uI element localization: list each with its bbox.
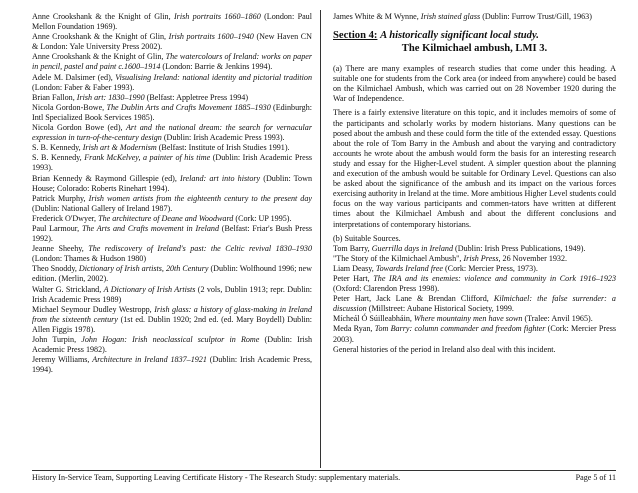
entry-post: (London: Thames & Hudson 1980) xyxy=(32,254,147,264)
entry-pre: Walter G. Strickland, xyxy=(32,284,104,294)
entry-post: (Belfast: Institute of Irish Studies 1991). xyxy=(156,143,290,153)
entry-pre: Jeremy Williams, xyxy=(32,355,93,365)
bibliography-entry xyxy=(333,244,616,254)
entry-pre: Patrick Murphy, xyxy=(32,193,89,203)
right-first-entry: James White & M Wynne, Irish stained glass (Dublin: Furrow Trust/Gill, 1963) xyxy=(333,12,592,21)
paragraph-main: There is a fairly extensive literature on this topic, and it includes memoirs of some of the participants and scholarly works by modern historians. Many questions can be posed about the ambush and these could form the title of the extended essay. Questions about the role of Tom Barry in the Ambush and about the varying and contradictory accounts he wrote about the ambush would form the basis for an interesting research study and essay for the Higher-Level student. A simpler question about the planning and execution of the ambush would be suitable for Ordinary Level. Questions can also be asked about the significance of the ambush and its impact on the various forces exercising authority in Ireland at the time. More ambitious Higher Level students could focus on the way various participants and commen-tators have written at different times about the Kilmichael Ambush and about the different conclusions and interpretations of contemporary historians. xyxy=(333,108,616,229)
bibliography-entry xyxy=(32,194,312,214)
entry-title: John Hogan: Irish neoclassical sculptor in Rome xyxy=(81,335,260,344)
entry-title: Guerrilla days in Ireland xyxy=(371,243,454,253)
entry-title: Irish art: 1830–1990 xyxy=(76,92,145,102)
entry-title: Towards Ireland free xyxy=(375,263,444,273)
entry-post: (Tralee: Anvil 1965). xyxy=(522,314,593,324)
entry-title: The Dublin Arts and Crafts Movement 1885–1930 xyxy=(106,102,271,112)
paragraph-a: (a) There are many examples of research studies that come under this heading. A suitable one for students from the Cork area (or indeed from anywhere) could be based on the Kilmichael Ambush, which was carried out on 28 November 1920 during the War of Independence. xyxy=(333,64,616,104)
entry-post: (Cork: Mercier Press, 1973). xyxy=(443,263,538,273)
entry-post: (Cork: Mercier Press 2003). xyxy=(333,324,616,344)
entry-pre: John Turpin, xyxy=(32,335,82,344)
entry-post: (London: Barrie & Jenkins 1994). xyxy=(160,62,273,72)
bibliography-entry xyxy=(333,264,616,274)
entry-title: The rediscovery of Ireland's past: the Celtic revival 1830–1930 xyxy=(88,244,312,254)
entry-title: Irish Press xyxy=(463,253,499,263)
bibliography-entry xyxy=(32,153,312,173)
bibliography-entry xyxy=(32,285,312,305)
section-subtitle: The Kilmichael ambush, LMI 3. xyxy=(401,42,548,54)
entry-pre: General histories of the period in Ireland also deal with this incident. xyxy=(333,344,556,354)
bibliography-entry xyxy=(333,345,616,355)
bibliography-entry xyxy=(32,32,312,52)
entry-pre: Anne Crookshank & the Knight of Glin, xyxy=(32,52,166,62)
section-heading xyxy=(333,30,616,43)
entry-pre: Paul Larmour, xyxy=(32,223,82,233)
section-label: Section 4: xyxy=(333,30,378,42)
entry-post: (Dublin: Irish Press Publications, 1949). xyxy=(453,243,586,253)
entry-title: Frank McKelvey, a painter of his time xyxy=(84,153,211,163)
bibliography-entry xyxy=(32,12,312,32)
entry-pre: Brian Fallon, xyxy=(32,92,77,102)
entry-title: Irish art & Modernism xyxy=(82,143,157,153)
section-title: A historically significant local study. xyxy=(380,30,539,42)
entry-post: (London: Faber & Faber 1993). xyxy=(32,82,135,92)
entry-pre: Mícheál Ó Súilleabháin, xyxy=(333,314,414,324)
entry-post: (Dublin: Irish Academic Press, 1994). xyxy=(32,355,312,375)
entry-title: Art and the national dream: the search for vernacular expression in turn-of-the-century design xyxy=(32,123,312,143)
entry-title: The watercolours of Ireland: works on paper in pencil, pastel and paint c.1600–1914 xyxy=(32,52,312,72)
entry-post: (Dublin: National Gallery of Ireland 1987). xyxy=(32,203,173,213)
bibliography-entry xyxy=(32,52,312,72)
entry-pre: Adele M. Dalsimer (ed), xyxy=(32,72,116,82)
entry-pre: Theo Snoddy, xyxy=(32,264,79,274)
entry-title: Architecture in Ireland 1837–1921 xyxy=(92,355,207,365)
entry-title: Irish women artists from the eighteenth century to the present day xyxy=(88,193,312,203)
entry-title: Ireland: art into history xyxy=(180,173,261,183)
bibliography-entry xyxy=(32,214,312,224)
right-column xyxy=(333,12,616,355)
entry-post: (Dublin: Irish Academic Press 1993). xyxy=(32,153,312,173)
bibliography-entry xyxy=(32,93,312,103)
entry-post: (Belfast: Friar's Bush Press 1992). xyxy=(32,223,312,244)
bibliography-entry xyxy=(32,244,312,264)
entry-pre: Peter Hart, Jack Lane & Brendan Clifford, xyxy=(333,294,494,304)
entry-title: Visualising Ireland: national identity and pictorial tradition xyxy=(115,72,312,82)
entry-post: (London: Paul Mellon Foundation 1969). xyxy=(32,12,312,32)
entry-pre: Peter Hart, xyxy=(333,273,374,283)
entry-pre: Anne Crookshank & the Knight of Glin, xyxy=(32,12,174,21)
entry-title: Irish glass: a history of glass-making in Ireland from the sixteenth century xyxy=(32,304,313,324)
entry-post: (Cork: UP 1995). xyxy=(233,213,292,223)
bibliography-entry xyxy=(32,174,312,194)
entry-title: The Arts and Crafts movement in Ireland xyxy=(81,223,220,233)
entry-post: (2 vols, Dublin 1913; repr. Dublin: Irish Academic Press 1989) xyxy=(32,284,312,304)
page-number: Page 5 of 11 xyxy=(575,473,616,482)
bibliography-entry xyxy=(32,355,312,375)
entry-pre: Anne Crookshank & the Knight of Glin, xyxy=(32,32,169,42)
footer-rule xyxy=(32,470,616,471)
entry-pre: Jeanne Sheehy, xyxy=(32,244,89,254)
entry-title: Irish portraits 1600–1940 xyxy=(168,32,254,42)
bibliography-entry xyxy=(333,294,616,314)
entry-pre: Nicola Gordon-Bowe, xyxy=(32,102,107,112)
entry-pre: Nicola Gordon Bowe (ed), xyxy=(32,123,126,133)
bibliography-entry xyxy=(32,73,312,93)
entry-post: (Edinburgh: Intl Specialized Book Services 1985). xyxy=(32,102,313,122)
entry-pre: Michael Seymour Dudley Westropp, xyxy=(32,304,155,314)
bibliography-entry xyxy=(333,324,616,344)
entry-pre: S. B. Kennedy, xyxy=(32,153,85,163)
bibliography-entry xyxy=(32,305,312,335)
entry-pre: "The Story of the Kilmichael Ambush", xyxy=(333,253,464,263)
bibliography-entry xyxy=(32,335,312,355)
column-divider xyxy=(320,10,321,468)
entry-pre: Frederick O'Dwyer, xyxy=(32,213,99,223)
bibliography-entry xyxy=(32,264,312,284)
entry-pre: Brian Kennedy & Raymond Gillespie (ed), xyxy=(32,173,181,183)
bibliography-left-column xyxy=(32,12,312,375)
left-entry-list xyxy=(32,12,312,375)
bibliography-entry xyxy=(333,254,616,264)
entry-title: Irish portraits 1660–1860 xyxy=(173,12,261,21)
entry-title: The IRA and its enemies: violence and community in Cork 1916–1923 xyxy=(373,273,616,283)
bibliography-entry xyxy=(32,224,312,244)
entry-post: (Oxford: Clarendon Press 1998). xyxy=(333,284,440,294)
page-footer xyxy=(32,473,616,482)
entry-post: (New Haven CN & London: Yale University Press 2002). xyxy=(32,32,312,52)
bibliography-entry xyxy=(32,103,312,123)
entry-pre: S. B. Kennedy, xyxy=(32,143,83,153)
paragraph-b: (b) Suitable Sources. xyxy=(333,233,401,243)
entry-pre: Meda Ryan, xyxy=(333,324,375,334)
bibliography-entry xyxy=(333,314,616,324)
entry-post: , 26 November 1932. xyxy=(498,253,568,263)
bibliography-entry xyxy=(32,123,312,143)
entry-title: A Dictionary of Irish Artists xyxy=(103,284,196,294)
entry-post: (Dublin: Town House; Colorado: Roberts Rinehart 1994). xyxy=(32,173,312,193)
entry-post: (Belfast: Appletree Press 1994) xyxy=(144,92,249,102)
entry-pre: Liam Deasy, xyxy=(333,263,376,273)
entry-title: Where mountainy men have sown xyxy=(413,314,523,324)
entry-title: The architecture of Deane and Woodward xyxy=(98,213,234,223)
entry-post: (Dublin: Wolfhound 1996; new edition. (Merlin, 2002). xyxy=(32,264,312,284)
entry-post: (Dublin: Irish Academic Press 1993). xyxy=(161,133,285,143)
entry-post: (Millstreet: Aubane Historical Society, 1999. xyxy=(366,304,514,314)
bibliography-entry xyxy=(32,143,312,153)
footer-text: History In-Service Team, Supporting Leaving Certificate History - The Research Study: supplementary materials. xyxy=(32,473,401,482)
entry-post: (1st ed. Dublin 1920; 2nd ed. (ed. Mary Boydell) Dublin: Allen Figgis 1978). xyxy=(32,314,312,334)
entry-title: Tom Barry: column commander and freedom fighter xyxy=(374,324,546,334)
sources-list xyxy=(333,244,616,355)
entry-title: Dictionary of Irish artists, 20th Century xyxy=(78,264,209,274)
entry-title: Kilmichael: the false surrender: a discussion xyxy=(333,294,616,314)
entry-pre: Tom Barry, xyxy=(333,243,372,253)
bibliography-entry xyxy=(333,274,616,294)
entry-post: (Dublin: Irish Academic Press 1982). xyxy=(32,335,312,355)
